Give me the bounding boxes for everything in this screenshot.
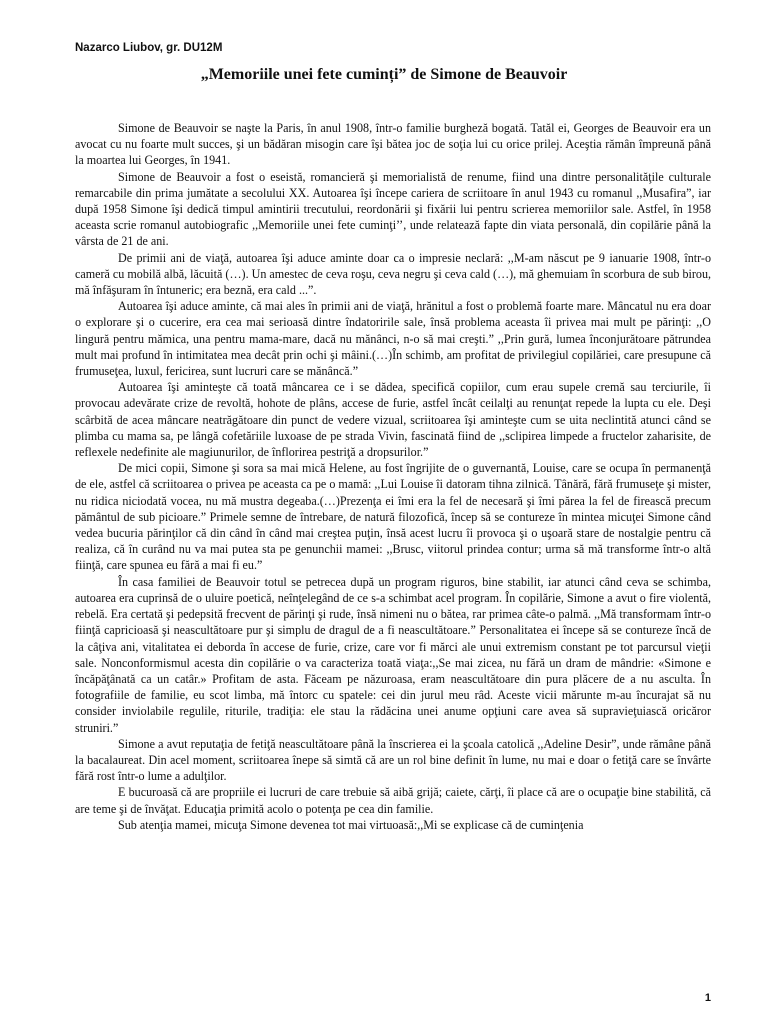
paragraph: Simone de Beauvoir a fost o eseistă, romancieră şi memorialistă de renume, fiind una dintre personalităţile culturale remarcabile din prima jumătate a secolului XX. Autoarea îşi începe cariera de scriitoare în anul 1943 cu romanul ,,Musafira”, iar după 1958 Simone îşi dedică timpul amintirii trecutului, reordonării şi fixării lui pentru scrierea memoriilor sale. Astfel, în 1958 aceasta scrie romanul autobiografic ,,Memoriile unei fete cuminţi’’, unde relatează fapte din viata personală, din copilărie până la vârsta de 21 de ani. (75, 169, 711, 249)
paragraph: Autoarea îşi aminteşte că toată mâncarea ce i se dădea, specifică copiilor, cum erau supele cremă sau terciurile, îi provocau adevărate crize de revoltă, hohote de plâns, accese de furie, astfel încât ceilalţi au renunţat repede la lupta cu ele. Deşi scârbită de acea mâncare neatrăgătoare din punct de vedere vizual, scriitoarea îşi aminteşte cum se uita neclintită atunci când se plimba cu mama sa, pe lângă cofetăriile luxoase de pe strada Vivin, fascinată fiind de ,,sclipirea limpede a fructelor zaharisite, de reflexele nedefinite ale magiunurilor, de înflorirea pestriţă a dropsurilor.” (75, 380, 711, 460)
document-title: „Memoriile unei fete cuminți” de Simone de Beauvoir (200, 66, 568, 83)
paragraph: Sub atenţia mamei, micuţa Simone devenea tot mai virtuoasă:,,Mi se explicase că de cuminţenia (118, 817, 584, 832)
document-body (75, 120, 711, 833)
paragraph: În casa familiei de Beauvoir totul se petrecea după un program riguros, bine stabilit, iar atunci când ceva se schimba, autoarea era cuprinsă de o uluire poetică, neînţelegând de ce s-a schimbat acel program. În copilărie, Simone a avut o fire violentă, rebelă. Era certată şi pedepsită frecvent de părinţi şi rude, însă nimeni nu o bătea, rar primea câte-o palmă. ,,Mă transformam într-o fiinţă capricioasă şi neascultătoare pur şi simplu de dragul de a fi neascultătoare.” Personalitatea ei începe să se contureze încă de la câţiva ani, vitalitatea ei deborda în accese de furie, crize, care vor fi mărci ale unui extremism constant pe tot parcursul vieţii sale. Nonconformismul acesta din copilărie o va caracteriza toată viaţa:,,Se mai zicea, nu fără un dram de mândrie: «Simone e încăpăţânată ca un catâr.» Profitam de asta. Făceam pe năzuroasa, eram neascultătoare din pura plăcere de a nu asculta. În fotografiile de familie, eu scot limba, mă întorc cu spatele: cei din jurul meu râd. Aceste vicii mărunte m-au încurajat să nu consider inviolabile regulile, riturile, tradiţia: ele stau la rădăcina unei anume opţiuni care avea să supravieţuiască oricăror struniri.” (75, 574, 711, 735)
paragraph: E bucuroasă că are propriile ei lucruri de care trebuie să aibă grijă; caiete, cărţi, îi place că are o ocupaţie bine stabilită, că are teme şi de învăţat. Educaţia primită acolo o potenţa pe cea din familie. (75, 785, 711, 816)
paragraph: De primii ani de viaţă, autoarea îşi aduce aminte doar ca o impresie neclară: ,,M-am născut pe 9 ianuarie 1908, într-o cameră cu mobilă albă, lăcuită (…). Un amestec de ceva roşu, ceva negru şi ceva cald (…), mă ghemuiam în scorbura de sub birou, mă înfăşuram în întuneric; era beznă, era cald ...”. (75, 250, 712, 298)
paragraph: Autoarea îşi aduce aminte, că mai ales în primii ani de viaţă, hrănitul a fost o problemă foarte mare. Mâncatul nu era doar o explorare şi o cucerire, era cea mai serioasă dintre îndatoririle sale, însă problema aceasta îi privea mai mult pe părinţi: ,,O lingură pentru mămica, una pentru mama-mare, dacă nu mănânci, n-o să mai creşti.” ,,Prin gură, lumea înconjurătoare pătrundea mult mai profund în intimitatea mea decât prin ochi şi mâini.(…)În schimb, am profitat de privilegiul copilăriei, care presupune că frumuseţea, luxul, fericirea, sunt lucruri care se mănâncă.” (75, 299, 711, 379)
paragraph: De mici copii, Simone şi sora sa mai mică Helene, au fost îngrijite de o guvernantă, Louise, care se ocupa în permanenţă de ele, astfel că scriitoarea o privea pe aceasta ca pe o mamă: ,,Lui Louise îi datoram tihna zilnică. Tânără, fără frumuseţe şi mister, nu ridica niciodată vocea, nu mă mustra degeaba.(…)Prezenţa ei îmi era la fel de necesară şi îmi părea la fel de firească precum pământul de sub picioare.” Primele semne de întrebare, de natură filozofică, încep să se contureze în mintea micuţei Simone când vedea bucuria părinţilor că din când în când mai creştea puţin, însă acest lucru îi provoca şi o uşoară stare de nostalgie pentru că realiza, că în curând nu va mai putea sta pe genunchii mamei: ,,Brusc, viitorul prindea contur; urma să mă transforme într-o altă fiinţă, care spunea eu fără a mai fi eu.” (75, 461, 711, 573)
author-line: Nazarco Liubov, gr. DU12M (75, 42, 223, 54)
paragraph: Simone de Beauvoir se naşte la Paris, în anul 1908, într-o familie burgheză bogată. Tatăl ei, Georges de Beauvoir era un avocat cu nu foarte mult succes, şi un bădăran misogin care îşi bătea joc de soţia lui cu orice prilej. Aceştia rămân împreună până la moartea lui Georges, în 1941. (75, 121, 711, 168)
page-number: 1 (704, 992, 711, 1004)
paragraph: Simone a avut reputaţia de fetiţă neascultătoare până la înscrierea ei la şcoala catolică ,,Adeline Desir”, unde rămâne până la bacalaureat. Din acel moment, scriitoarea înepe să simtă că are un rol bine definit în lume, nu mai e doar o fetiţă care se învârte fără rost într-o lume a adulţilor. (75, 736, 711, 784)
